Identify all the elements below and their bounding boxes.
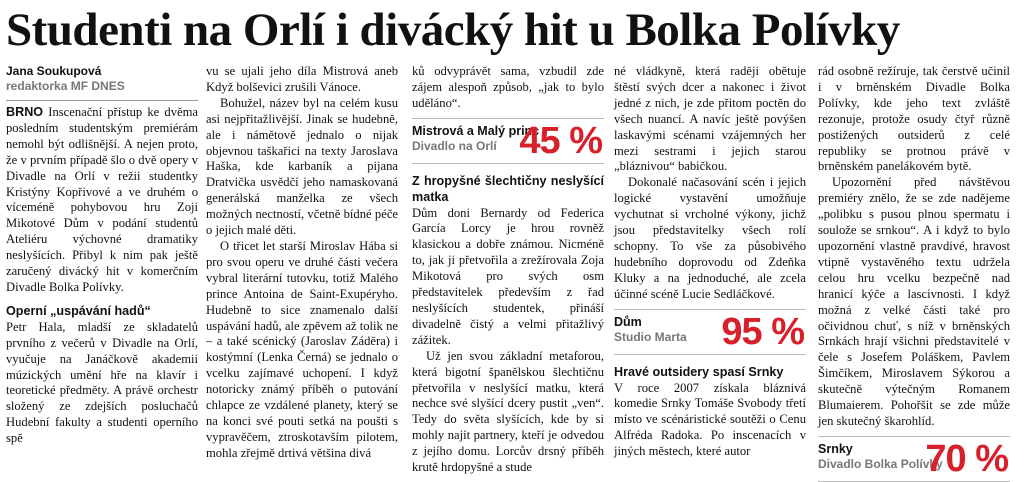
author-role: redaktorka MF DNES [6, 79, 125, 93]
subhead-srnky: Hravé outsidery spasí Srnky [614, 364, 784, 379]
rating-percent: 70 % [925, 437, 1008, 480]
paragraph: né vládkyně, která raději obětuje štěstí svých dcer a nakonec i život jedné z nich, je zde přitom poctěn do všech nuancí. A navíc ještě povýšen laskavými scénami vzájemných her mezi sestrami i jejich starou „bláznivou“ babičkou. [614, 64, 806, 174]
rating-box-dum [614, 309, 806, 355]
rating-venue: Divadlo Bolka Polívky [818, 456, 943, 471]
column-1 [6, 64, 198, 458]
rating-venue: Divadlo na Orlí [412, 138, 497, 153]
author-name: Jana Soukupová [6, 64, 102, 78]
paragraph: O třicet let starší Miroslav Hába si pro svou operu ve druhé části večera vybral literární tutovku, totiž Malého prince Antoina de Saint-Exupéryho. Hudebně to sice znamenalo další uspávání hadů, ale zpěvem až tolik ne – a také scénický (Jaroslav Záděra) i kostýmní (Lenka Černá) se jednalo o vcelku zajímavé uchopení. I když notoricky známý příběh o putování chlapce ze vzdálené planety, který se na konci své pouti setká na poušti s vypravěčem, ztroskotavším pilotem, mohla zřejmě drtivá většina divá [206, 238, 398, 460]
column-3 [412, 64, 604, 475]
lead-text: Inscenační přístup ke dvěma posledním studentským premiérám nemohl být odlišnější. A nejen proto, že v prvním případě šlo o dvě opery v Divadle na Orlí v režii studentky Kristýny Kopřivové a ve druhém o víceméně pohybovou hru Zoji Mikotové Dům v podání studentů Ateliéru výchovné dramatiky neslyšících. Přibyl k nim pak ještě zaručený divácký hit v komerčním Divadle Bolka Polívky. [6, 105, 198, 294]
column-5 [818, 64, 1010, 480]
paragraph: ků odvyprávět sama, vzbudil zde zájem alespoň způsob, „jak to bylo uděláno“. [412, 64, 604, 110]
rating-venue: Studio Marta [614, 329, 687, 344]
rating-title: Dům [614, 314, 642, 329]
subhead-opera: Operní „uspávání hadů“ [6, 303, 151, 318]
rating-percent: 95 % [721, 310, 804, 353]
paragraph: Už jen svou základní metaforou, která bigotní španělskou šlechtičnu přetvořila v neslyšící matku, která nechce své slyšící dcery pustit „ven“. Tedy do světa slyšících, kde by si mohly najít partnery, kteří je odvedou z jejího domu. Lorcův drsný příběh krutě hrdopyšné a stude [412, 348, 604, 475]
headline: Studenti na Orlí i divácký hit u Bolka Polívky [6, 4, 900, 56]
column-4 [614, 64, 806, 458]
paragraph: V roce 2007 získala bláznivá komedie Srnky Tomáše Svobody třetí místo ve scénáristické soutěži o Cenu Alfréda Radoka. Po inscenacích v jiných městech, které autor [614, 380, 806, 459]
rating-title: Srnky [818, 441, 853, 456]
rating-box-mistrova [412, 118, 604, 164]
byline [6, 64, 198, 94]
subhead-dum: Z hropyšné šlechtičny neslyšící matka [412, 173, 604, 204]
rating-title: Mistrová a Malý princ [412, 123, 540, 138]
paragraph: Upozornění před návštěvou premiéry znělo, že se zde nadějeme „polibku s pusou plnou spermatu i soulože se srnkou“. A i když to bylo upozornění vlastně pravdivé, hravost vtipně vystavěného textu udržela celou hru vcelku bezpečně nad hranicí kýče a lascivnosti. I když možná z velké části také pro očividnou chuť, s níž v brněnských Srnkách hrají všichni představitelé v čele s Josefem Poláškem, Pavlem Šimčíkem, Miroslavem Sýkorou a skutečně výtečným Romanem Blumaierem. Pohořšit se zde může jen skutečný škarohlíd. [818, 175, 1010, 428]
lead-paragraph [6, 105, 198, 296]
column-2 [206, 64, 398, 458]
paragraph: vu se ujali jeho díla Mistrová aneb Když bolševici zrušili Vánoce. [206, 64, 398, 94]
paragraph: Dům doni Bernardy od Federica García Lorcy je hrou rovněž klasickou a dobře známou. Nicméně to, jak ji přetvořila a zrežírovala Zoja Mikotová pro svých osm představitelek především z řad neslyšících studentek, přináší divadelně čistý a velmi přitažlivý zážitek. [412, 205, 604, 347]
rating-box-srnky [818, 436, 1010, 482]
rating-percent: 45 % [519, 119, 602, 162]
byline-divider [6, 100, 198, 101]
dateline: BRNO [6, 105, 44, 119]
paragraph: Petr Hala, mladší ze skladatelů prvního z večerů v Divadle na Orlí, vyučuje na Janáčkově akademii múzických umění hře na klavír i teoretické předměty. A právě orchestr složený ze zdejších posluchačů Hudební fakulty a studenti operního spě [6, 319, 198, 446]
paragraph: rád osobně režíruje, tak čerstvě učinil i v brněnském Divadle Bolka Polívky, kde jeho text zvláště rezonuje, protože osudy čtyř různě postižených outsiderů z celé republiky se protnou právě v brněnském panelákovém bytě. [818, 64, 1010, 174]
paragraph: Bohužel, název byl na celém kusu asi nejpřitažlivější. Jinak se hudebně, ale i námětově jednalo o nijak objevnou taškařici na texty Jaroslava Haška, kde karbaník a pijana Dratvička usvědčí jeho namaskovaná generálská manželka ze všech možných nectností, včetně bídné péče o jejich malé děti. [206, 95, 398, 238]
paragraph: Dokonalé načasování scén i jejich logické vystavění umožňuje vychutnat si vrcholné výkony, jichž jsou představitelky všech rolí schopny. To vše za působivého hudebního doprovodu od Zdeňka Kluky a na jednoduché, ale zcela účinné scéně Lucie Sedláčkové. [614, 175, 806, 301]
